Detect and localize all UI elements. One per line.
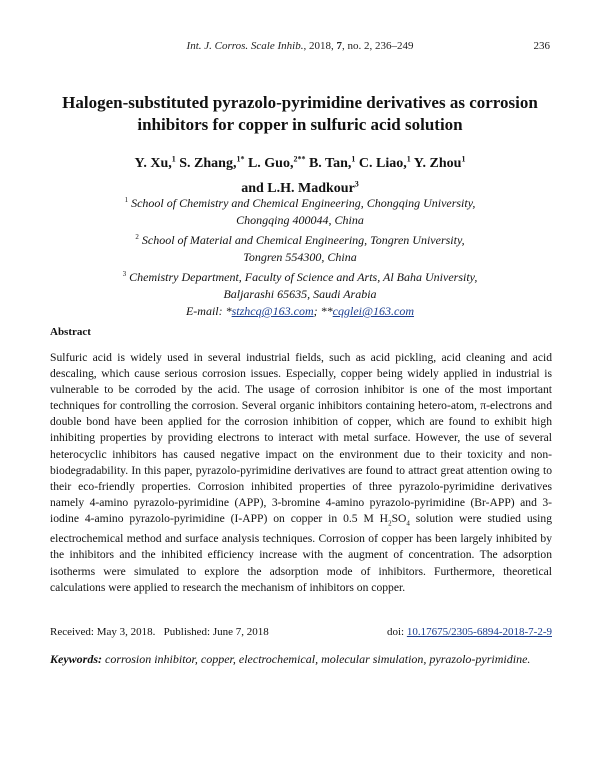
author: C. Liao,$^1$ xyxy=(358,154,411,171)
affiliation: $^1$ School of Chemistry and Chemical Engineering, Chongqing University, Chongqing 400044, China xyxy=(124,196,476,227)
affiliation: $^2$ School of Material and Chemical Engineering, Tongren University, Tongren 554300, China xyxy=(135,233,465,264)
paper-title: Halogen-substituted pyrazolo-pyrimidine derivatives as corrosion inhibitors for copper in sulfuric acid solution xyxy=(62,93,538,134)
publication-dates xyxy=(50,626,552,638)
author: S. Zhang,$^{1*}$ xyxy=(179,154,245,171)
doi-link[interactable]: 10.17675/2305-6894-2018-7-2-9 xyxy=(406,626,552,638)
doi: doi: 10.17675/2305-6894-2018-7-2-9 xyxy=(387,626,552,638)
email-link-2[interactable]: cqglei@163.com xyxy=(332,304,415,318)
page-number: 236 xyxy=(533,40,550,52)
author: Y. Xu,$^1$ xyxy=(134,154,176,171)
author: and L.H. Madkour$^3$ xyxy=(241,179,359,197)
abstract-heading: Abstract xyxy=(50,326,91,338)
published-date: Published: June 7, 2018 xyxy=(163,626,269,638)
keywords-list: corrosion inhibitor, copper, electrochemical, molecular simulation, pyrazolo-pyrimidine. xyxy=(102,652,531,666)
author: B. Tan,$^1$ xyxy=(308,154,356,171)
author: Y. Zhou$^1$ xyxy=(413,154,466,171)
email-line: E-mail: *stzhcq@163.com; **cqglei@163.com xyxy=(185,304,415,318)
email-link-1[interactable]: stzhcq@163.com xyxy=(231,304,314,318)
received-date: Received: May 3, 2018. xyxy=(50,626,156,638)
abstract-text: Sulfuric acid is widely used in several industrial fields, such as acid pickling, acid cleaning and acid descaling, which cause serious corrosion issues. Especially, copper being widely applied in industrial is vulnerable to be corroded by the acid. The usage of corrosion inhibitor is one of the most important techniques for controlling the corrosion. Several organic inhibitors containing hetero-atom, π-electrons and double bond have been applied for the corrosion inhibition of copper, which are found to exhibit high inhibiting properties by providing electrons to interact with metal surface. However, the use of several heterocyclic inhibitors has caused negative impact on the environment due to their toxicity and non-biodegradability. In this paper, pyrazolo-pyrimidine derivatives are found to attract great attention owing to their eco-friendly properties. Corrosion inhibited properties of three pyrazolo-pyrimidine derivatives namely 4-amino pyrazolo-pyrimidine (APP), 3-bromine 4-amino pyrazolo-pyrimidine (Br-APP) and 3-iodine 4-amino pyrazolo-pyrimidine (I-APP) on copper in 0.5 M $H_2SO_4$ solution were studied using electrochemical method and surface analysis techniques. Corrosion of copper has been largely inhibited by the inhibitors and the inhibited efficiency increase with the augment of concentration. The adsorption isotherms were simulated to explore the adsorption mode of inhibitors. Furthermore, theoretical calculations were applied to research the mechanism of inhibitors on copper. xyxy=(50,351,552,594)
author: L. Guo,$^{2**}$ xyxy=(247,154,306,171)
keywords xyxy=(50,651,552,668)
running-head xyxy=(50,40,550,52)
affiliation: $^3$ Chemistry Department, Faculty of Science and Arts, Al Baha University, Baljarashi 65635, Saudi Arabia xyxy=(122,270,478,301)
affiliations xyxy=(60,192,540,320)
journal-citation: Int. J. Corros. Scale Inhib., 2018, 7, no. 2, 236–249 xyxy=(186,40,414,52)
keywords-label: Keywords: xyxy=(50,652,102,666)
